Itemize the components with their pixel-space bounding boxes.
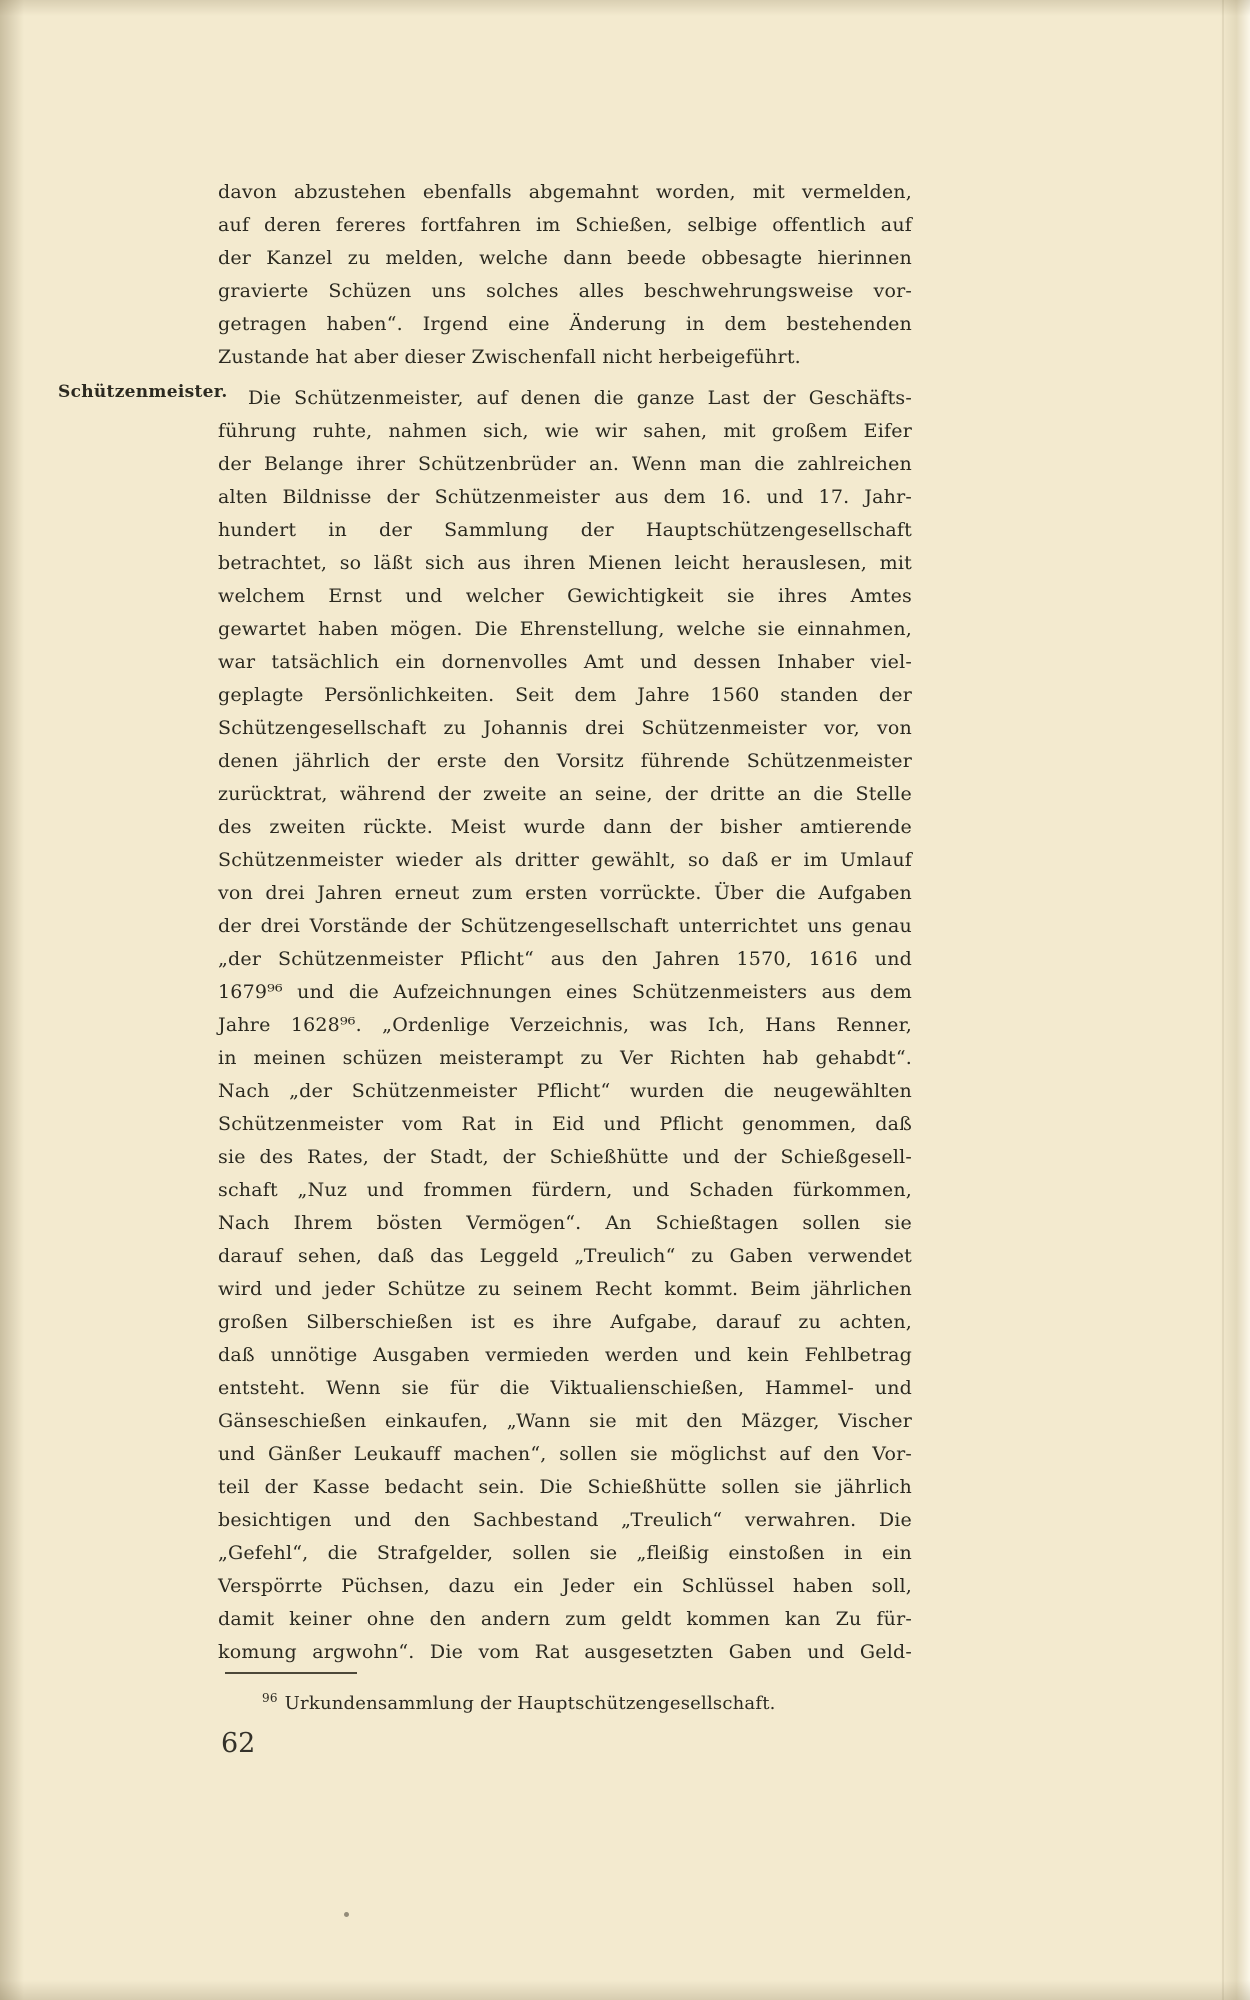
text-line: führung ruhte, nahmen sich, wie wir sahen, mit großem Eifer	[218, 420, 912, 442]
text-line: und Gänßer Leukauff machen“, sollen sie möglichst auf den Vor-	[218, 1443, 912, 1465]
text-line: denen jährlich der erste den Vorsitz führende Schützenmeister	[218, 750, 912, 772]
body-text	[218, 176, 912, 1669]
text-line: auf deren fereres fortfahren im Schießen, selbige offentlich auf	[218, 214, 912, 236]
text-line: der Kanzel zu melden, welche dann beede obbesagte hierinnen	[218, 247, 912, 269]
text-line: Jahre 1628⁹⁶. „Ordenlige Verzeichnis, was Ich, Hans Renner,	[218, 1014, 912, 1036]
page-edge-bottom	[0, 1980, 1250, 2000]
text-line: Schützenmeister wieder als dritter gewählt, so daß er im Umlauf	[218, 849, 912, 871]
text-line: „Gefehl“, die Strafgelder, sollen sie „fleißig einstoßen in ein	[218, 1542, 912, 1564]
text-line: betrachtet, so läßt sich aus ihren Mienen leicht herauslesen, mit	[218, 552, 912, 574]
text-line: entsteht. Wenn sie für die Viktualienschießen, Hammel- und	[218, 1377, 912, 1399]
page-edge-right	[1220, 0, 1250, 2000]
text-line: Schützenmeister vom Rat in Eid und Pflicht genommen, daß	[218, 1113, 912, 1135]
text-line: der drei Vorstände der Schützengesellschaft unterrichtet uns genau	[218, 915, 912, 937]
text-line: geplagte Persönlichkeiten. Seit dem Jahre 1560 standen der	[218, 684, 912, 706]
text-line: 1679⁹⁶ und die Aufzeichnungen eines Schützenmeisters aus dem	[218, 981, 912, 1003]
text-line: alten Bildnisse der Schützenmeister aus dem 16. und 17. Jahr-	[218, 486, 912, 508]
text-line: von drei Jahren erneut zum ersten vorrückte. Über die Aufgaben	[218, 882, 912, 904]
footnote	[262, 1686, 776, 1716]
page-number: 62	[221, 1728, 256, 1759]
text-line: gewartet haben mögen. Die Ehrenstellung, welche sie einnahmen,	[218, 618, 912, 640]
footnote-separator	[225, 1672, 357, 1674]
text-line: wird und jeder Schütze zu seinem Recht kommt. Beim jährlichen	[218, 1278, 912, 1300]
text-line: sie des Rates, der Stadt, der Schießhütte und der Schießgesell-	[218, 1146, 912, 1168]
text-line: daß unnötige Ausgaben vermieden werden und kein Fehlbetrag	[218, 1344, 912, 1366]
text-line: besichtigen und den Sachbestand „Treulich“ verwahren. Die	[218, 1509, 912, 1531]
text-line: welchem Ernst und welcher Gewichtigkeit sie ihres Amtes	[218, 585, 912, 607]
footnote-text: Urkundensammlung der Hauptschützengesellschaft.	[284, 1693, 776, 1714]
text-line: der Belange ihrer Schützenbrüder an. Wenn man die zahlreichen	[218, 453, 912, 475]
text-line: „der Schützenmeister Pflicht“ aus den Jahren 1570, 1616 und	[218, 948, 912, 970]
text-line: in meinen schüzen meisterampt zu Ver Richten hab gehabdt“.	[218, 1047, 912, 1069]
text-line: Schützengesellschaft zu Johannis drei Schützenmeister vor, von	[218, 717, 912, 739]
footnote-marker: 96	[262, 1691, 278, 1705]
text-line: Verspörrte Püchsen, dazu ein Jeder ein Schlüssel haben soll,	[218, 1575, 912, 1597]
text-line: Nach Ihrem bösten Vermögen“. An Schießtagen sollen sie	[218, 1212, 912, 1234]
text-line: gravierte Schüzen uns solches alles beschwehrungsweise vor-	[218, 280, 912, 302]
page-edge-left	[0, 0, 24, 2000]
text-line: Nach „der Schützenmeister Pflicht“ wurden die neugewählten	[218, 1080, 912, 1102]
text-line: Die Schützenmeister, auf denen die ganze Last der Geschäfts-	[248, 387, 912, 409]
text-line: hundert in der Sammlung der Hauptschützengesellschaft	[218, 519, 912, 541]
text-line: großen Silberschießen ist es ihre Aufgabe, darauf zu achten,	[218, 1311, 912, 1333]
ink-speck	[344, 1912, 349, 1917]
text-line: getragen haben“. Irgend eine Änderung in dem bestehenden	[218, 313, 912, 335]
text-line: schaft „Nuz und frommen fürdern, und Schaden fürkommen,	[218, 1179, 912, 1201]
text-line: Gänseschießen einkaufen, „Wann sie mit den Mäzger, Vischer	[218, 1410, 912, 1432]
page-edge-top	[0, 0, 1250, 16]
margin-note: Schützenmeister.	[58, 382, 228, 402]
text-line: darauf sehen, daß das Leggeld „Treulich“ zu Gaben verwendet	[218, 1245, 912, 1267]
text-line: zurücktrat, während der zweite an seine, der dritte an die Stelle	[218, 783, 912, 805]
paragraph	[218, 176, 912, 374]
text-line: war tatsächlich ein dornenvolles Amt und dessen Inhaber viel-	[218, 651, 912, 673]
paragraph	[218, 382, 912, 1669]
page-crease	[1222, 0, 1224, 2000]
text-line: teil der Kasse bedacht sein. Die Schießhütte sollen sie jährlich	[218, 1476, 912, 1498]
text-line: komung argwohn“. Die vom Rat ausgesetzten Gaben und Geld-	[218, 1641, 912, 1663]
text-line: davon abzustehen ebenfalls abgemahnt worden, mit vermelden,	[218, 181, 912, 203]
text-line: damit keiner ohne den andern zum geldt kommen kan Zu für-	[218, 1608, 912, 1630]
text-line: des zweiten rückte. Meist wurde dann der bisher amtierende	[218, 816, 912, 838]
text-line: Zustande hat aber dieser Zwischenfall nicht herbeigeführt.	[218, 346, 801, 368]
